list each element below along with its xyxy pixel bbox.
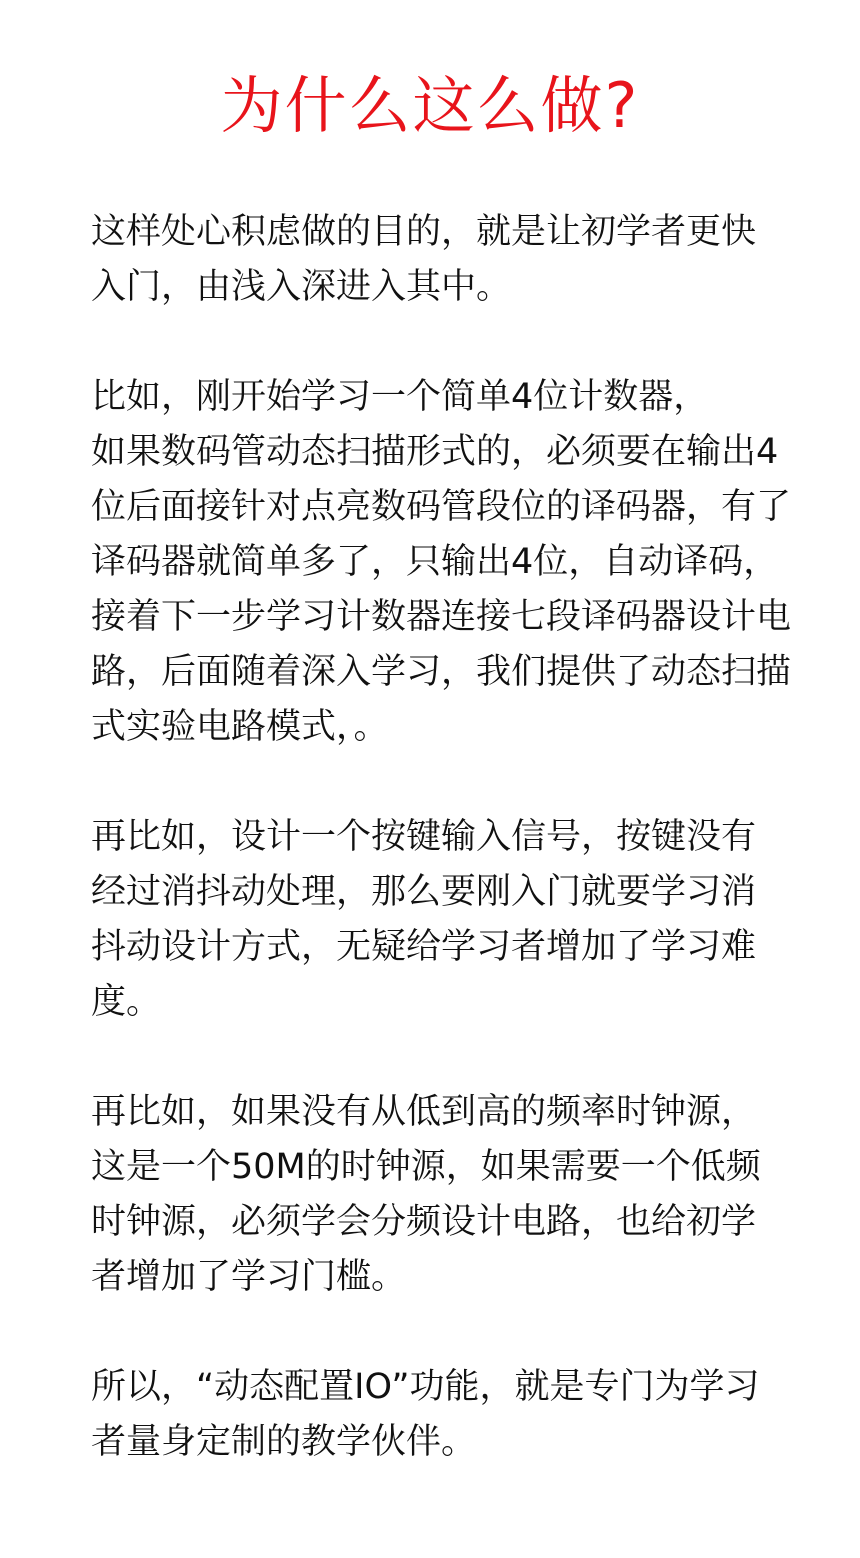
paragraph-line: 经过消抖动处理，那么要刚入门就要学习消 (91, 872, 757, 912)
paragraph-line: 入门，由浅入深进入其中。 (91, 267, 512, 307)
paragraph-line: 式实验电路模式，。 (91, 707, 389, 747)
paragraph-line: 再比如，如果没有从低到高的频率时钟源， (91, 1092, 757, 1132)
paragraph-line: 所以，“动态配置IO”功能，就是专门为学习 (91, 1367, 760, 1407)
paragraph-counter-example (91, 370, 792, 755)
page-title: 为什么这么做? (220, 69, 640, 142)
paragraph-conclusion (91, 1360, 781, 1470)
paragraph-line: 路，后面随着深入学习，我们提供了动态扫描 (91, 652, 792, 692)
paragraph-line: 如果数码管动态扫描形式的，必须要在输出4 (91, 432, 779, 472)
paragraph-clock-example (91, 1085, 781, 1305)
paragraph-line: 度。 (91, 982, 162, 1022)
paragraph-line: 再比如，设计一个按键输入信号，按键没有 (91, 817, 757, 857)
paragraph-purpose (91, 205, 781, 315)
paragraph-line: 这是一个50M的时钟源，如果需要一个低频 (91, 1147, 761, 1187)
paragraph-line: 者量身定制的教学伙伴。 (91, 1422, 477, 1462)
paragraph-line: 位后面接针对点亮数码管段位的译码器，有了 (91, 487, 792, 527)
paragraph-line: 比如，刚开始学习一个简单4位计数器， (91, 377, 709, 417)
paragraph-button-example (91, 810, 781, 1030)
paragraph-line: 这样处心积虑做的目的，就是让初学者更快 (91, 212, 757, 252)
paragraph-line: 抖动设计方式，无疑给学习者增加了学习难 (91, 927, 757, 967)
paragraph-line: 接着下一步学习计数器连接七段译码器设计电 (91, 597, 792, 637)
paragraph-line: 者增加了学习门槛。 (91, 1257, 407, 1297)
paragraph-line: 时钟源，必须学会分频设计电路，也给初学 (91, 1202, 757, 1242)
paragraph-line: 译码器就简单多了，只输出4位，自动译码， (91, 542, 779, 582)
